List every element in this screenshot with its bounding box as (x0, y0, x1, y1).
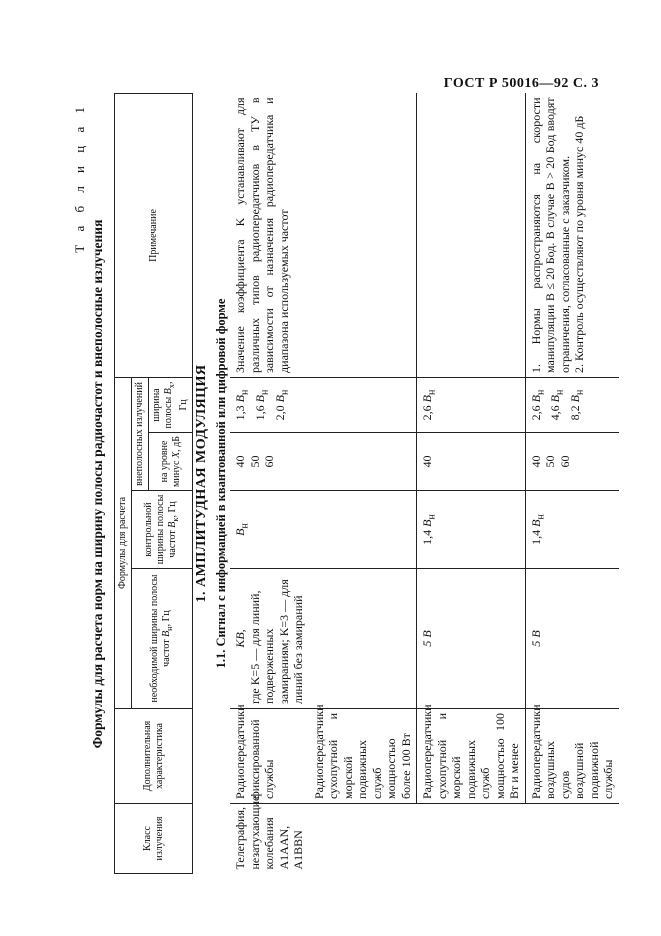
table-row (525, 93, 619, 873)
col-class: Класс излучения (115, 804, 193, 874)
col-extra: Дополнительная характеристика (115, 709, 193, 804)
cell-necessary (230, 569, 309, 709)
cell-extra: Радиопередатчики воздушных судов воздушной подвижной службы (525, 709, 619, 804)
cell-class: Телеграфия, незатухающие колебания A1AAN, A1BBN (233, 795, 305, 870)
page-header-text: ГОСТ Р 50016—92 С. 3 (443, 76, 599, 91)
col-necessary: необходимой ширины полосы частот $B_н$, Гц (132, 569, 193, 709)
col-width: ширина полосы $B_x$, Гц (149, 377, 193, 432)
cell-extra: Радиопередатчики сухопутной и морской подвижных служб мощностью 100 Вт и менее (417, 709, 526, 804)
cell-extra: Радиопередатчики сухопутной и морской подвижных служб мощностью более 100 Вт (309, 709, 417, 804)
cell-width: 2,6 $B_н$ 4,6 $B_н$ 8,2 $B_н$ (525, 377, 619, 432)
cell-level: 40 50 60 (230, 433, 309, 491)
table-title: Формулы для расчета норм на ширину полосы радиочастот и внеполосные излучения (90, 219, 105, 749)
cell-necessary: 5 B (525, 569, 619, 709)
cell-control: $B_н$ (230, 491, 309, 569)
table-row (230, 93, 309, 873)
col-level: на уровне минус X, дБ (149, 433, 193, 491)
cell-control: 1,4 $B_н$ (417, 491, 526, 569)
cell-extra: Радиопередатчики фиксированной службы (230, 709, 309, 804)
cell-necessary: 5 B (417, 569, 526, 709)
col-note: Примечание (115, 93, 193, 377)
table-row (417, 93, 526, 873)
cell-control: 1,4 $B_н$ (525, 491, 619, 569)
formulas-table (114, 93, 619, 874)
col-outband-group: внеполосных излучений (132, 377, 149, 490)
col-formulas-group: Формулы для расчета (115, 377, 132, 708)
table-row (309, 93, 417, 873)
formula-kb: KB, (233, 629, 247, 648)
cell-class (309, 804, 417, 874)
cell-note: Значение коэффициента K устанавливают для различных типов радиопередатчиков в ТУ в зависимости от назначения радиопередатчика и диапазона используемых частот (230, 93, 309, 377)
table-label: Т а б л и ц а 1 (72, 102, 87, 253)
cell-class (417, 804, 526, 874)
formula-note: где K=5 — для линий, подверженных замираниям; K=3 — для линий без замираний (247, 579, 305, 704)
section-1-1-title: 1.1. Сигнал с информацией в квантованной или цифровой форме (213, 298, 228, 669)
col-control: контрольной ширины полосы частот $B_к$, Гц (132, 491, 193, 569)
cell-width: 2,6 $B_н$ (417, 377, 526, 432)
cell-width: 1,3 $B_н$ 1,6 $B_н$ 2,0 $B_н$ (230, 377, 309, 432)
cell-class (525, 804, 619, 874)
rotated-table-block (72, 94, 622, 874)
cell-level: 40 50 60 (525, 433, 619, 491)
cell-level: 40 (417, 433, 526, 491)
cell-note: 1. Нормы распространяются на скорости манипуляции B ≤ 20 Бод. В случае B > 20 Бод вводят ограничения, согласованные с заказчиком. 2. Контроль осуществляют по уровня минус 40 дБ (525, 93, 619, 377)
section-1-title: 1. АМПЛИТУДНАЯ МОДУЛЯЦИЯ (194, 364, 209, 603)
